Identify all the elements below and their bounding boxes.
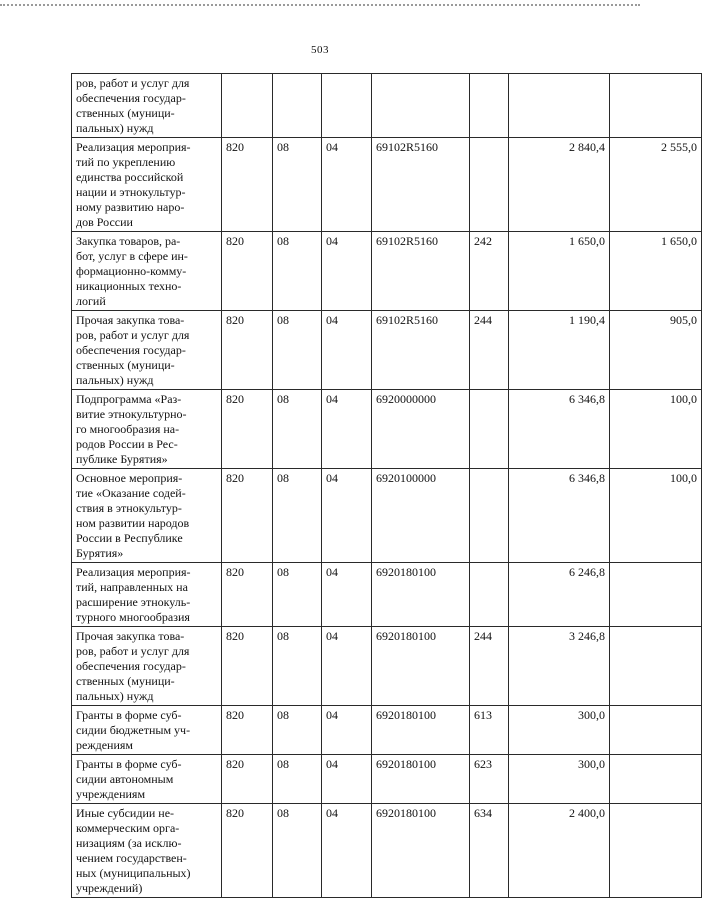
item-name-line: ствия в этнокультур- [76,501,182,515]
amount-year-2-cell: 1 650,0 [610,232,702,311]
amount-year-2-cell [610,706,702,755]
section-code-cell: 08 [273,563,322,627]
subsection-code-cell: 04 [322,232,372,311]
target-article-cell: 6920180100 [372,706,470,755]
item-name-line: сидии бюджетным уч- [76,723,191,737]
item-name-line: ному развитию наро- [76,200,185,214]
expense-type-cell [470,469,509,563]
item-name-line: обеспечения государ- [76,659,186,673]
item-name-line: России в Республике [76,531,183,545]
amount-year-1-cell: 6 246,8 [509,563,610,627]
subsection-code-cell: 04 [322,390,372,469]
amount-year-2-cell: 2 555,0 [610,138,702,232]
subsection-code-cell [322,74,372,138]
item-name-line: никационных техно- [76,279,182,293]
table-row [72,755,702,804]
amount-year-2-cell: 100,0 [610,390,702,469]
item-name-line: Основное мероприя- [76,471,183,485]
item-name-line: обеспечения государ- [76,343,186,357]
amount-year-1-cell [509,74,610,138]
section-code-cell: 08 [273,627,322,706]
section-code-cell: 08 [273,469,322,563]
target-article-cell: 6920000000 [372,390,470,469]
section-code-cell: 08 [273,390,322,469]
expense-type-cell [470,563,509,627]
item-name-line: Реализация мероприя- [76,140,191,154]
ministry-code-cell: 820 [222,563,273,627]
item-name-cell [72,311,222,390]
table-row [72,232,702,311]
expense-type-cell [470,390,509,469]
target-article-cell: 6920180100 [372,755,470,804]
item-name-line: пальных) нужд [76,689,154,703]
table-row [72,706,702,755]
item-name-cell [72,138,222,232]
item-name-line: ных (муниципальных) [76,866,191,880]
page-number: 503 [311,44,329,56]
expense-type-cell: 244 [470,627,509,706]
section-code-cell: 08 [273,755,322,804]
table-row [72,74,702,138]
item-name-line: формационно-комму- [76,264,187,278]
ministry-code-cell: 820 [222,138,273,232]
item-name-line: тий, направленных на [76,580,188,594]
top-border-rule [0,4,640,6]
expense-type-cell: 244 [470,311,509,390]
section-code-cell: 08 [273,311,322,390]
expense-type-cell: 623 [470,755,509,804]
item-name-line: Бурятия» [76,546,124,560]
item-name-line: Реализация мероприя- [76,565,191,579]
ministry-code-cell: 820 [222,311,273,390]
target-article-cell: 6920180100 [372,563,470,627]
item-name-cell [72,804,222,898]
amount-year-1-cell: 1 650,0 [509,232,610,311]
amount-year-1-cell: 2 400,0 [509,804,610,898]
item-name-line: пальных) нужд [76,121,154,135]
subsection-code-cell: 04 [322,706,372,755]
expense-type-cell [470,138,509,232]
item-name-line: учреждений) [76,881,143,895]
item-name-line: расширение этнокуль- [76,595,191,609]
amount-year-1-cell: 6 346,8 [509,469,610,563]
item-name-cell [72,627,222,706]
item-name-line: ров, работ и услуг для [76,76,190,90]
target-article-cell: 6920180100 [372,627,470,706]
table-row [72,627,702,706]
item-name-line: единства российской [76,170,184,184]
target-article-cell: 69102R5160 [372,311,470,390]
item-name-cell [72,469,222,563]
item-name-cell [72,563,222,627]
budget-table-body [72,74,702,898]
item-name-line: логий [76,294,106,308]
ministry-code-cell: 820 [222,755,273,804]
table-row [72,469,702,563]
item-name-line: реждениям [76,738,134,752]
item-name-line: родов России в Рес- [76,437,178,451]
section-code-cell: 08 [273,804,322,898]
amount-year-2-cell [610,74,702,138]
subsection-code-cell: 04 [322,627,372,706]
subsection-code-cell: 04 [322,755,372,804]
amount-year-1-cell: 6 346,8 [509,390,610,469]
amount-year-1-cell: 3 246,8 [509,627,610,706]
item-name-line: Гранты в форме суб- [76,757,182,771]
amount-year-2-cell [610,563,702,627]
item-name-line: тие «Оказание содей- [76,486,186,500]
item-name-line: пальных) нужд [76,373,154,387]
expense-type-cell [470,74,509,138]
target-article-cell: 69102R5160 [372,232,470,311]
table-row [72,390,702,469]
item-name-line: Подпрограмма «Раз- [76,392,182,406]
target-article-cell: 6920180100 [372,804,470,898]
item-name-line: нации и этнокультур- [76,185,186,199]
item-name-line: турного многообразия [76,610,190,624]
item-name-line: ственных (муници- [76,358,175,372]
item-name-line: сидии автономным [76,772,174,786]
section-code-cell: 08 [273,232,322,311]
ministry-code-cell: 820 [222,469,273,563]
ministry-code-cell: 820 [222,232,273,311]
amount-year-2-cell: 905,0 [610,311,702,390]
subsection-code-cell: 04 [322,563,372,627]
item-name-cell [72,755,222,804]
item-name-line: ственных (муници- [76,674,175,688]
item-name-cell [72,232,222,311]
amount-year-2-cell [610,804,702,898]
ministry-code-cell: 820 [222,627,273,706]
item-name-line: обеспечения государ- [76,91,186,105]
item-name-line: чением государствен- [76,851,187,865]
subsection-code-cell: 04 [322,469,372,563]
item-name-line: Иные субсидии не- [76,806,175,820]
item-name-line: Прочая закупка това- [76,629,185,643]
item-name-line: Закупка товаров, ра- [76,234,181,248]
subsection-code-cell: 04 [322,311,372,390]
item-name-cell [72,74,222,138]
item-name-cell [72,390,222,469]
item-name-line: Гранты в форме суб- [76,708,182,722]
amount-year-2-cell [610,755,702,804]
target-article-cell: 6920100000 [372,469,470,563]
item-name-line: публике Бурятия» [76,452,168,466]
item-name-line: бот, услуг в сфере ин- [76,249,188,263]
target-article-cell [372,74,470,138]
target-article-cell: 69102R5160 [372,138,470,232]
amount-year-1-cell: 1 190,4 [509,311,610,390]
amount-year-2-cell [610,627,702,706]
table-row [72,563,702,627]
item-name-cell [72,706,222,755]
section-code-cell: 08 [273,138,322,232]
item-name-line: коммерческим орга- [76,821,180,835]
expense-type-cell: 634 [470,804,509,898]
item-name-line: витие этнокультурно- [76,407,187,421]
item-name-line: Прочая закупка това- [76,313,185,327]
item-name-line: низациям (за исклю- [76,836,182,850]
amount-year-2-cell: 100,0 [610,469,702,563]
item-name-line: ров, работ и услуг для [76,644,190,658]
item-name-line: тий по укреплению [76,155,176,169]
section-code-cell: 08 [273,706,322,755]
ministry-code-cell [222,74,273,138]
amount-year-1-cell: 300,0 [509,706,610,755]
amount-year-1-cell: 300,0 [509,755,610,804]
item-name-line: ственных (муници- [76,106,175,120]
ministry-code-cell: 820 [222,390,273,469]
expense-type-cell: 613 [470,706,509,755]
table-row [72,804,702,898]
subsection-code-cell: 04 [322,804,372,898]
item-name-line: ном развитии народов [76,516,190,530]
ministry-code-cell: 820 [222,804,273,898]
expense-type-cell: 242 [470,232,509,311]
subsection-code-cell: 04 [322,138,372,232]
budget-table [71,73,702,898]
section-code-cell [273,74,322,138]
item-name-line: го многообразия на- [76,422,180,436]
table-row [72,138,702,232]
item-name-line: учреждениям [76,787,146,801]
amount-year-1-cell: 2 840,4 [509,138,610,232]
item-name-line: ров, работ и услуг для [76,328,190,342]
table-row [72,311,702,390]
ministry-code-cell: 820 [222,706,273,755]
item-name-line: дов России [76,215,133,229]
